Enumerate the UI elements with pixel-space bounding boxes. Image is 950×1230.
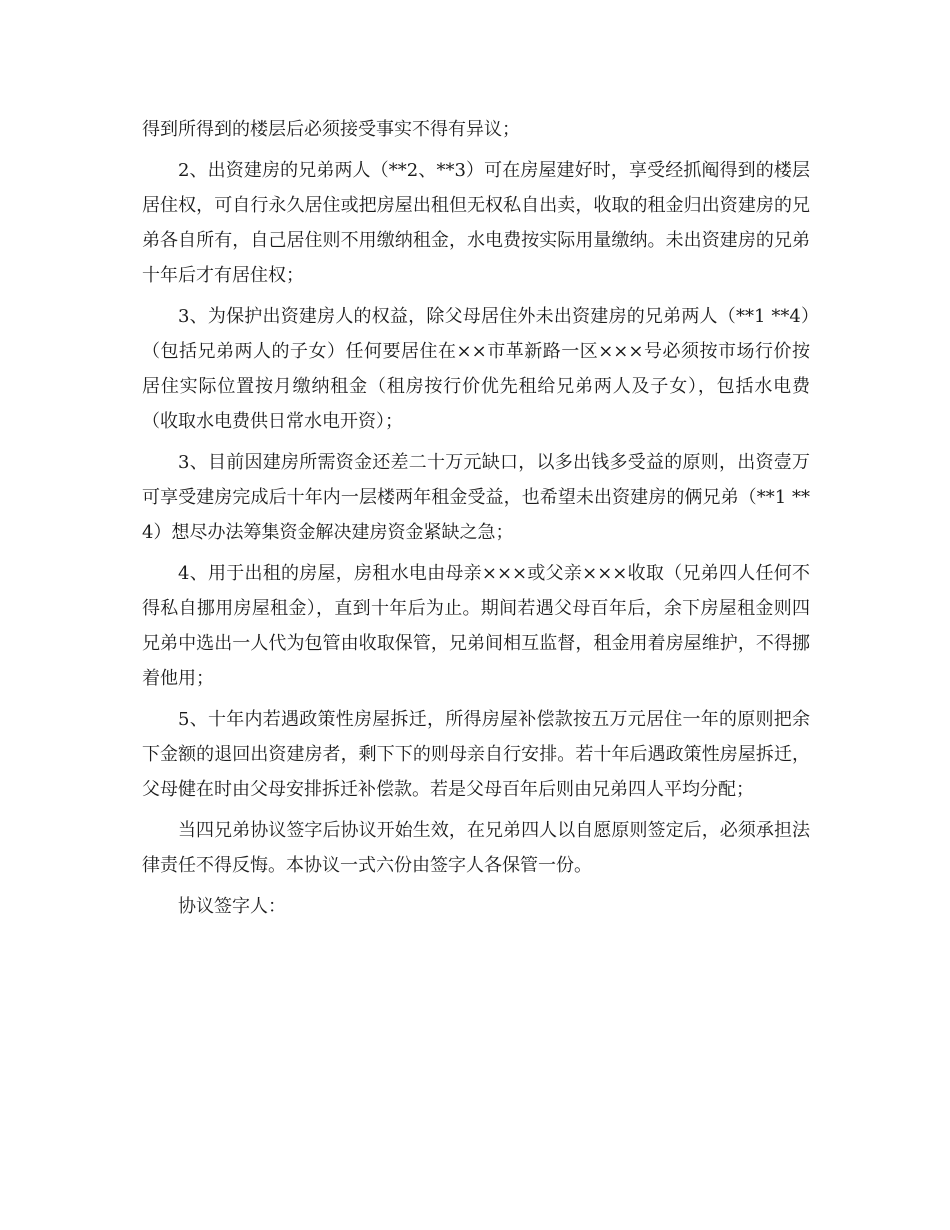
document-body: [142, 112, 810, 930]
signature-label: 协议签字人：: [178, 896, 286, 917]
paragraph-clause-2: 2、出资建房的兄弟两人（**2、**3）可在房屋建好时，享受经抓阄得到的楼层居住权，可自行永久居住或把房屋出租但无权私自出卖，收取的租金归出资建房的兄弟各自所有，自己居住则不用缴纳租金，水电费按实际用量缴纳。未出资建房的兄弟十年后才有居住权；: [142, 160, 810, 286]
paragraph-clause-4: 4、用于出租的房屋，房租水电由母亲×××或父亲×××收取（兄弟四人任何不得私自挪用房屋租金），直到十年后为止。期间若遇父母百年后，余下房屋租金则四兄弟中选出一人代为包管由收取保管，兄弟间相互监督，租金用着房屋维护，不得挪着他用；: [142, 563, 810, 689]
paragraph-continuation: 得到所得到的楼层后必须接受事实不得有异议；: [142, 119, 520, 140]
paragraph-clause-3a: 3、为保护出资建房人的权益，除父母居住外未出资建房的兄弟两人（**1 **4）（包括兄弟两人的子女）任何要居住在××市革新路一区×××号必须按市场行价按居住实际位置按月缴纳租金（租房按行价优先租给兄弟两人及子女），包括水电费（收取水电费供日常水电开资）；: [142, 306, 810, 432]
paragraph-effectiveness: 当四兄弟协议签字后协议开始生效，在兄弟四人以自愿原则签定后，必须承担法律责任不得反悔。本协议一式六份由签字人各保管一份。: [142, 820, 810, 876]
paragraph-clause-5: 5、十年内若遇政策性房屋拆迁，所得房屋补偿款按五万元居住一年的原则把余下金额的退回出资建房者，剩下下的则母亲自行安排。若十年后遇政策性房屋拆迁，父母健在时由父母安排拆迁补偿款。若是父母百年后则由兄弟四人平均分配；: [142, 709, 810, 800]
paragraph-clause-3b: 3、目前因建房所需资金还差二十万元缺口，以多出钱多受益的原则，出资壹万可享受建房完成后十年内一层楼两年租金受益，也希望未出资建房的俩兄弟（**1 **4）想尽办法筹集资金解决建房资金紧缺之急；: [142, 452, 810, 543]
